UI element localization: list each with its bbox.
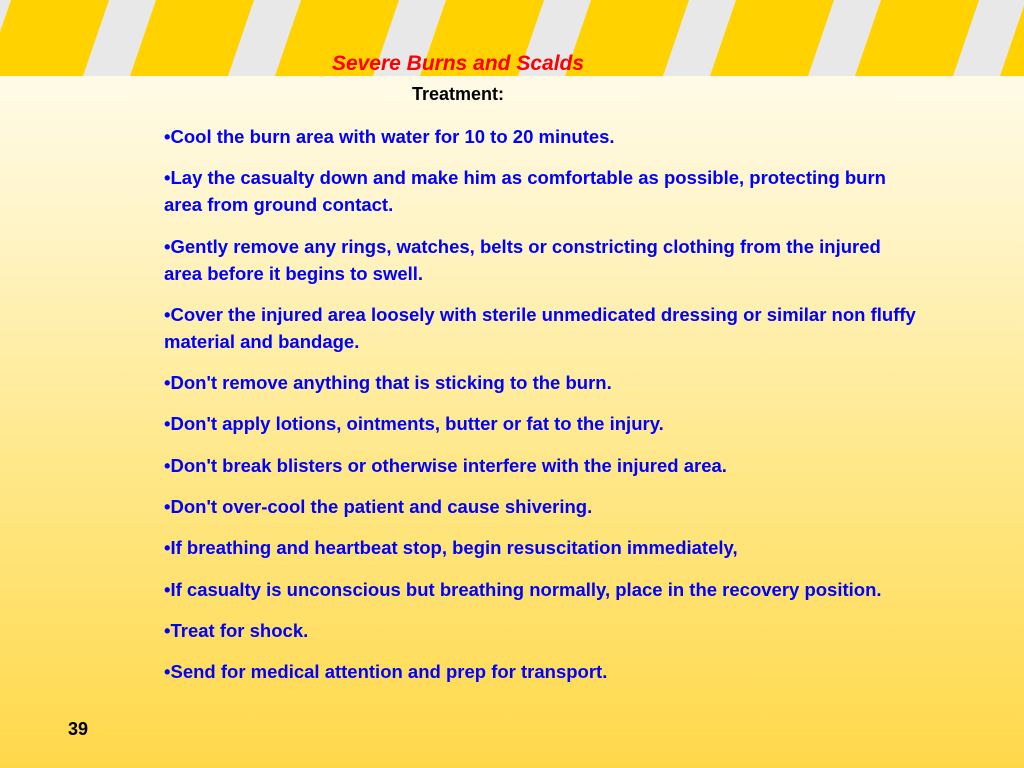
bullet-dot-icon: •	[164, 578, 171, 600]
bullet-item	[164, 369, 924, 396]
bullet-text: Don't break blisters or otherwise interfere with the injured area.	[170, 454, 727, 476]
bullet-text: Don't apply lotions, ointments, butter or fat to the injury.	[170, 413, 664, 435]
bullet-item	[164, 658, 924, 685]
bullet-item	[164, 617, 924, 644]
bullet-text: Gently remove any rings, watches, belts or constricting clothing from the injured area before it begins to swell.	[164, 235, 881, 284]
bullet-item	[164, 576, 924, 603]
bullet-dot-icon: •	[164, 167, 171, 189]
bullet-dot-icon: •	[164, 537, 171, 559]
bullet-item	[164, 164, 924, 218]
bullet-item	[164, 123, 924, 150]
bullet-item	[164, 493, 924, 520]
bullet-dot-icon: •	[164, 496, 171, 518]
bullet-text: Lay the casualty down and make him as comfortable as possible, protecting burn area from ground contact.	[164, 167, 886, 216]
bullet-text: If breathing and heartbeat stop, begin resuscitation immediately,	[170, 537, 738, 559]
bullet-text: Send for medical attention and prep for transport.	[170, 661, 608, 683]
bullet-dot-icon: •	[164, 454, 171, 476]
bullet-item	[164, 301, 924, 355]
bullet-item	[164, 410, 924, 437]
slide-subtitle: Treatment:	[411, 84, 505, 104]
bullet-dot-icon: •	[164, 303, 171, 325]
bullet-text: Cover the injured area loosely with sterile unmedicated dressing or similar non fluffy material and bandage.	[164, 303, 916, 352]
slide-title: Severe Burns and Scalds	[331, 52, 585, 75]
bullet-text: Cool the burn area with water for 10 to 20 minutes.	[170, 126, 615, 147]
bullet-item	[164, 233, 924, 287]
bullet-text: Don't remove anything that is sticking to the burn.	[170, 372, 612, 394]
bullet-dot-icon: •	[164, 661, 171, 683]
bullet-text: Treat for shock.	[170, 619, 309, 641]
bullet-text: If casualty is unconscious but breathing normally, place in the recovery position.	[170, 578, 882, 600]
treatment-bullet-list	[164, 123, 924, 700]
bullet-dot-icon: •	[164, 235, 171, 257]
bullet-text: Don't over-cool the patient and cause shivering.	[170, 496, 593, 518]
bullet-item	[164, 452, 924, 479]
bullet-dot-icon: •	[164, 126, 171, 147]
bullet-dot-icon: •	[164, 372, 171, 394]
bullet-dot-icon: •	[164, 413, 171, 435]
bullet-item	[164, 534, 924, 561]
page-number: 39	[68, 719, 89, 739]
bullet-dot-icon: •	[164, 619, 171, 641]
